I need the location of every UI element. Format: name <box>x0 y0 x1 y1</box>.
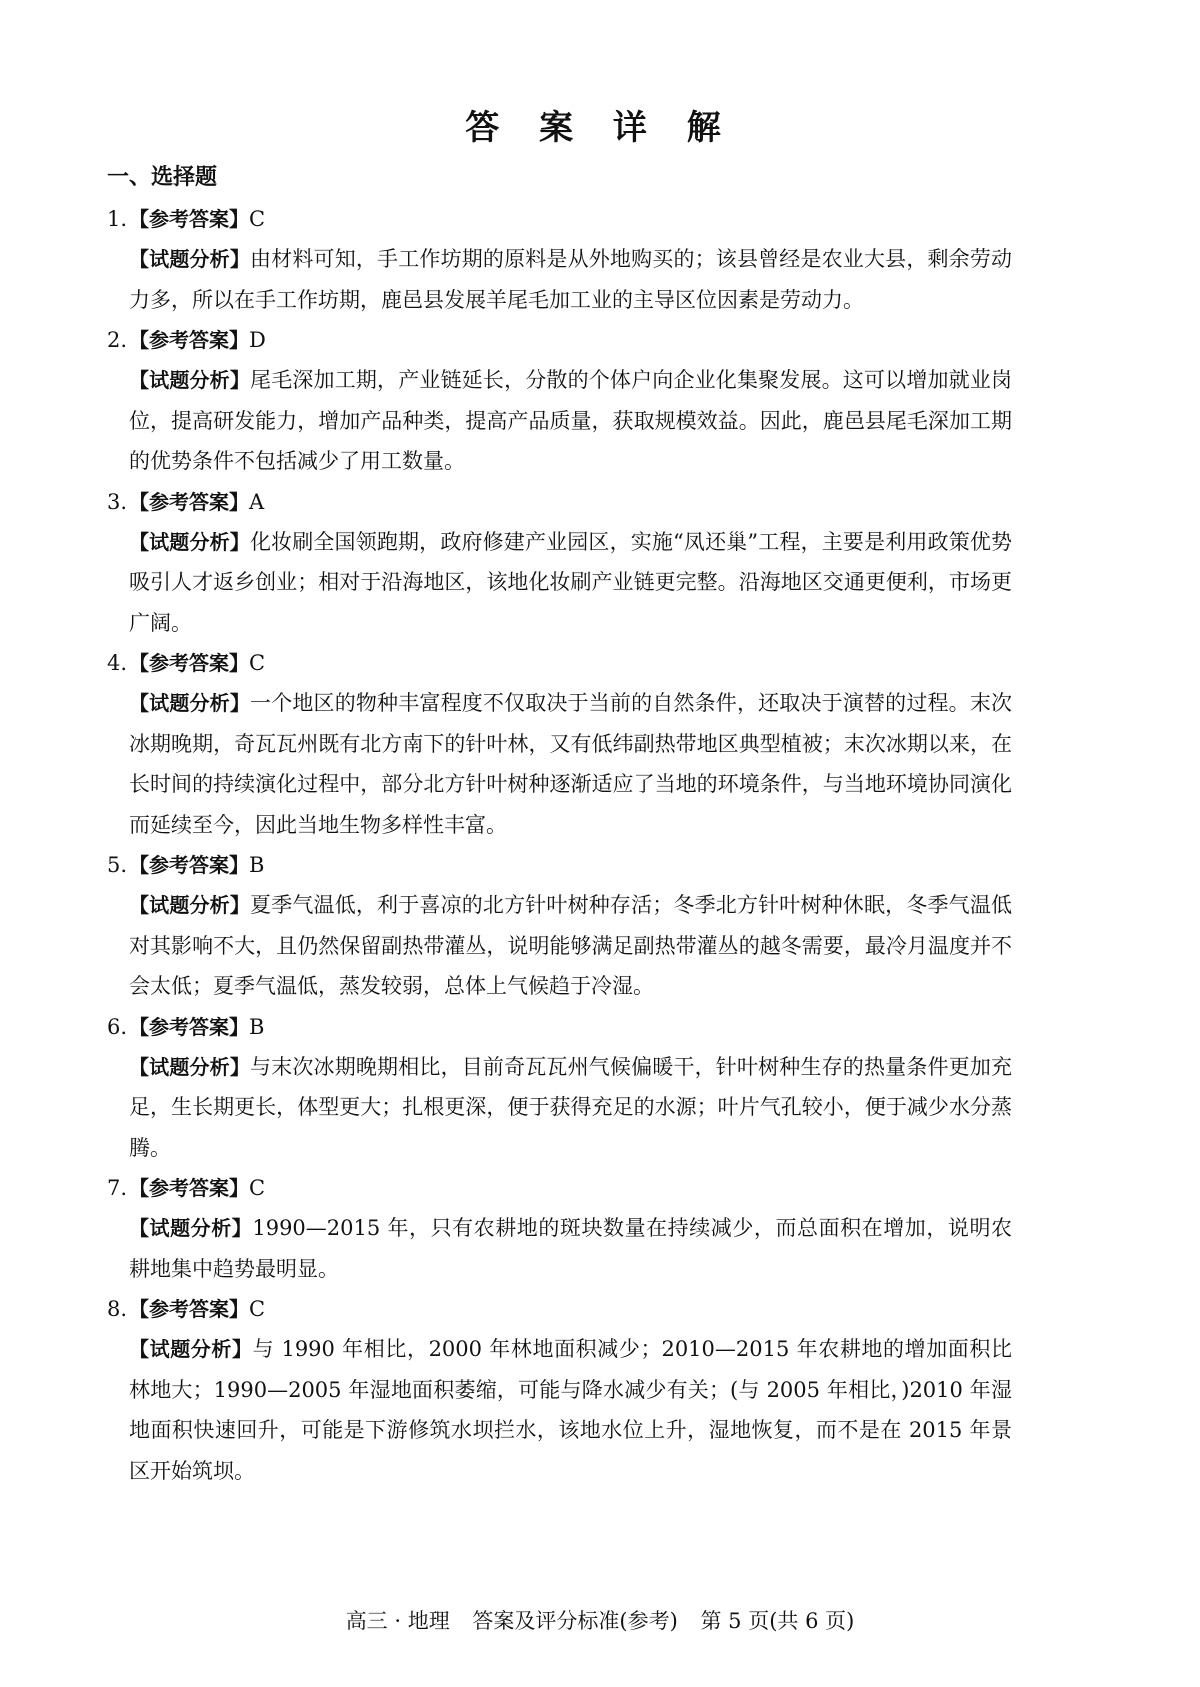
answer-label: 【参考答案】 <box>129 651 249 675</box>
list-item <box>107 199 1012 320</box>
analysis-text <box>107 522 1012 644</box>
answer-value: C <box>249 1297 266 1321</box>
item-number: 8. <box>107 1297 128 1321</box>
list-item <box>107 1007 1012 1169</box>
list-item <box>107 482 1012 644</box>
answer-line <box>107 1289 1012 1329</box>
answer-label: 【参考答案】 <box>129 328 249 352</box>
analysis-body: 与末次冰期晚期相比，目前奇瓦瓦州气候偏暖干，针叶树种生存的热量条件更加充足，生长期更长，体型更大；扎根更深，便于获得充足的水源；叶片气孔较小，便于减少水分蒸腾。 <box>129 1054 1013 1160</box>
analysis-label: 【试题分析】 <box>129 368 251 392</box>
answer-label: 【参考答案】 <box>129 207 249 231</box>
analysis-label: 【试题分析】 <box>129 691 251 715</box>
analysis-label: 【试题分析】 <box>129 893 251 917</box>
answer-value: D <box>249 328 266 352</box>
answer-line <box>107 199 1012 239</box>
analysis-text <box>107 360 1012 482</box>
answer-line <box>107 482 1012 522</box>
list-item <box>107 643 1012 845</box>
answer-value: B <box>249 1014 265 1039</box>
answer-line <box>107 1007 1012 1047</box>
page-title: 答 案 详 解 <box>465 108 735 148</box>
page-footer <box>0 1606 1200 1636</box>
answer-line <box>107 1168 1012 1208</box>
analysis-text <box>107 683 1012 845</box>
item-number: 6. <box>107 1014 128 1039</box>
answer-value: C <box>249 1176 266 1200</box>
list-item <box>107 845 1012 1007</box>
answer-value: A <box>249 489 265 514</box>
answer-line <box>107 845 1012 885</box>
item-number: 4. <box>107 651 128 675</box>
analysis-text <box>107 885 1012 1007</box>
answer-line <box>107 320 1012 360</box>
answer-value: C <box>249 651 266 675</box>
item-number: 2. <box>107 328 128 352</box>
answer-value: B <box>249 853 265 877</box>
analysis-label: 【试题分析】 <box>129 1216 253 1240</box>
item-number: 7. <box>107 1176 128 1200</box>
analysis-body: 与 1990 年相比，2000 年林地面积减少；2010—2015 年农耕地的增加面积比林地大；1990—2005 年湿地面积萎缩，可能与降水减少有关；(与 2005 年相比，)2010 年湿地面积快速回升，可能是下游修筑水坝拦水，该地水位上升，湿地恢复，而不是在 2015 年景区开始筑坝。 <box>129 1337 1012 1483</box>
analysis-body: 一个地区的物种丰富程度不仅取决于当前的自然条件，还取决于演替的过程。末次冰期晚期，奇瓦瓦州既有北方南下的针叶林，又有低纬副热带地区典型植被；末次冰期以来，在长时间的持续演化过程中，部分北方针叶树种逐渐适应了当地的环境条件，与当地环境协同演化而延续至今，因此当地生物多样性丰富。 <box>129 691 1013 837</box>
footer-page-number: 第 5 页(共 6 页) <box>700 1609 855 1633</box>
item-number: 5. <box>107 853 128 877</box>
analysis-text <box>107 1047 1012 1169</box>
analysis-body: 化妆刷全国领跑期，政府修建产业园区，实施“凤还巢”工程，主要是利用政策优势吸引人才返乡创业；相对于沿海地区，该地化妆刷产业链更完整。沿海地区交通更便利，市场更广阔。 <box>129 529 1013 635</box>
analysis-label: 【试题分析】 <box>129 529 250 554</box>
analysis-body: 由材料可知，手工作坊期的原料是从外地购买的；该县曾经是农业大县，剩余劳动力多，所以在手工作坊期，鹿邑县发展羊尾毛加工业的主导区位因素是劳动力。 <box>129 247 1013 312</box>
footer-document: 答案及评分标准(参考) <box>472 1609 678 1633</box>
answer-line <box>107 643 1012 683</box>
answer-label: 【参考答案】 <box>129 1014 249 1039</box>
analysis-body: 1990—2015 年，只有农耕地的斑块数量在持续减少，而总面积在增加，说明农耕地集中趋势最明显。 <box>129 1216 1013 1281</box>
item-number: 1. <box>107 207 128 231</box>
analysis-label: 【试题分析】 <box>129 1054 251 1079</box>
answer-label: 【参考答案】 <box>129 1297 249 1321</box>
footer-subject: 高三 · 地理 <box>345 1609 450 1633</box>
answer-label: 【参考答案】 <box>129 1176 249 1200</box>
answer-label: 【参考答案】 <box>129 489 249 514</box>
analysis-body: 夏季气温低，利于喜凉的北方针叶树种存活；冬季北方针叶树种休眠，冬季气温低对其影响不大，且仍然保留副热带灌丛，说明能够满足副热带灌丛的越冬需要，最冷月温度并不会太低；夏季气温低，蒸发较弱，总体上气候趋于冷湿。 <box>129 893 1013 998</box>
analysis-text <box>107 1208 1012 1289</box>
section-heading: 一、选择题 <box>107 165 218 190</box>
analysis-body: 尾毛深加工期，产业链延长，分散的个体户向企业化集聚发展。这可以增加就业岗位，提高研发能力，增加产品种类，提高产品质量，获取规模效益。因此，鹿邑县尾毛深加工期的优势条件不包括减少了用工数量。 <box>129 368 1013 473</box>
list-item <box>107 1289 1012 1491</box>
list-item <box>107 1168 1012 1289</box>
answer-value: C <box>249 207 266 231</box>
answer-list <box>107 199 1012 1491</box>
analysis-text <box>107 239 1012 320</box>
analysis-label: 【试题分析】 <box>129 1337 253 1361</box>
item-number: 3. <box>107 489 128 514</box>
analysis-label: 【试题分析】 <box>129 247 251 271</box>
analysis-text <box>107 1329 1012 1491</box>
answer-label: 【参考答案】 <box>129 853 249 877</box>
list-item <box>107 320 1012 482</box>
